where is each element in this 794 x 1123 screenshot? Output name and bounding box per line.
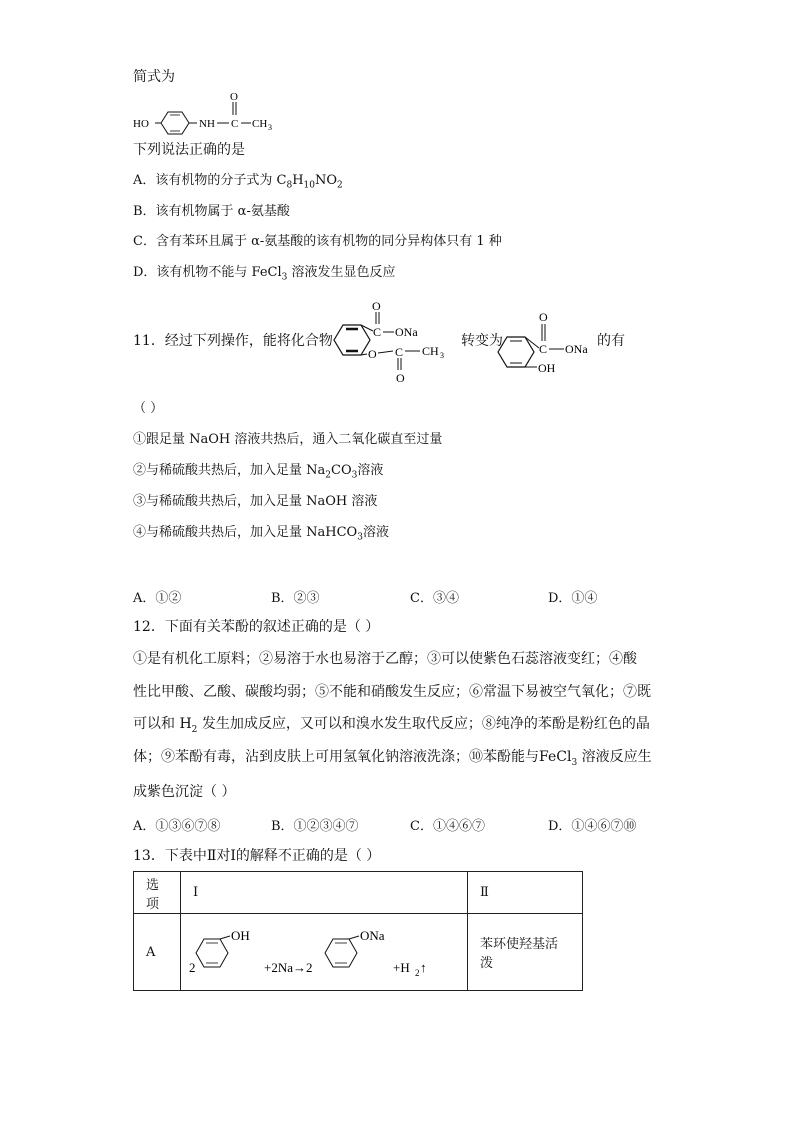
svg-text:C: C — [395, 345, 404, 359]
q11-option-c: C．③④ — [410, 591, 459, 606]
q12-line-4: 体；⑨苯酚有毒，沾到皮肤上可用氢氧化钠溶液洗涤；⑩苯酚能与FeCl$_3$ 溶液反应生 — [133, 749, 652, 768]
q11-item-2: ②与稀硫酸共热后，加入足量 $Na_2CO_3$溶液 — [133, 463, 384, 481]
q13-stem: 13．下表中Ⅱ对Ⅰ的解释不正确的是（ ） — [133, 848, 381, 864]
q11-option-a: A．①② — [133, 591, 182, 606]
q11-item-1: ①跟足量 NaOH 溶液共热后，通入二氧化碳直至过量 — [133, 432, 443, 447]
q12-line-1: ①是有机化工原料；②易溶于水也易溶于乙醇；③可以使紫色石蕊溶液变红；④酸 — [133, 651, 637, 667]
q11-stem-middle: 转变为 — [461, 333, 503, 349]
q12-option-d: D．①④⑥⑦⑩ — [548, 819, 637, 834]
q11-option-b: B．②③ — [271, 591, 320, 606]
q10-option-b: B．该有机物属于 α-氨基酸 — [133, 204, 290, 219]
svg-text:O: O — [396, 371, 405, 385]
q12-option-b: B．①②③④⑦ — [271, 819, 359, 834]
q10-option-a: A．该有机物的分子式为 $C_8H_{10}NO_2$ — [133, 173, 343, 191]
svg-text:C: C — [373, 325, 382, 339]
svg-text:2: 2 — [189, 960, 196, 975]
svg-text:↑: ↑ — [420, 960, 427, 975]
q12-option-a: A．①③⑥⑦⑧ — [133, 819, 221, 834]
q11-option-d: D．①④ — [548, 591, 598, 606]
table-header-option: 选项 — [134, 872, 181, 914]
svg-text:NH: NH — [199, 118, 215, 130]
svg-text:O: O — [230, 91, 238, 103]
q13-table — [133, 871, 583, 991]
svg-text:ONa: ONa — [360, 928, 385, 943]
q12-line-2: 性比甲酸、乙酸、碳酸均弱；⑤不能和硝酸发生反应；⑥常温下易被空气氧化；⑦既 — [133, 684, 651, 700]
phenol-sodium-equation — [181, 914, 467, 986]
table-header-ii: Ⅱ — [468, 872, 583, 914]
q10-intro: 简式为 — [133, 69, 175, 85]
svg-text:C: C — [231, 118, 239, 130]
svg-text:ONa: ONa — [565, 342, 588, 356]
svg-text:OH: OH — [231, 928, 250, 943]
svg-text:C: C — [539, 342, 548, 356]
row-a-equation — [181, 914, 468, 991]
q10-option-c: C．含有苯环且属于 α-氨基酸的该有机物的同分异构体只有 1 种 — [133, 234, 502, 249]
svg-text:CH: CH — [422, 344, 439, 358]
q10-structure — [130, 88, 290, 136]
svg-text:OH: OH — [538, 361, 556, 375]
table-row — [134, 914, 583, 991]
q12-stem: 12．下面有关苯酚的叙述正确的是（ ） — [133, 619, 380, 635]
row-a-label: A — [134, 914, 181, 991]
svg-text:+H: +H — [393, 960, 410, 975]
q11-stem-start: 11．经过下列操作，能将化合物 — [133, 333, 333, 349]
svg-text:O: O — [372, 299, 381, 313]
svg-text:O: O — [539, 310, 548, 324]
svg-text:2: 2 — [415, 968, 420, 978]
svg-text:ONa: ONa — [395, 325, 418, 339]
q11-item-3: ③与稀硫酸共热后，加入足量 NaOH 溶液 — [133, 494, 378, 509]
q12-option-c: C．①④⑥⑦ — [410, 819, 485, 834]
svg-text:HO: HO — [133, 118, 149, 130]
q11-stem-end: 的有 — [597, 333, 625, 349]
table-header-i: Ⅰ — [181, 872, 468, 914]
q10-option-d: D．该有机物不能与 FeCl$_3$ 溶液发生显色反应 — [133, 265, 396, 283]
table-header-row — [134, 872, 583, 914]
svg-text:+2Na→2: +2Na→2 — [264, 960, 313, 975]
svg-text:3: 3 — [268, 123, 272, 132]
row-a-explanation: 苯环使羟基活泼 — [468, 914, 583, 991]
q11-item-4: ④与稀硫酸共热后，加入足量 NaHCO$_3$溶液 — [133, 525, 389, 543]
q12-line-3: 可以和 $H_2$ 发生加成反应，又可以和溴水发生取代反应；⑧纯净的苯酚是粉红色的晶 — [133, 716, 650, 735]
q10-prompt: 下列说法正确的是 — [133, 142, 245, 158]
q12-line-5: 成紫色沉淀（ ） — [133, 784, 236, 800]
svg-text:CH: CH — [252, 118, 268, 130]
q11-answer-paren: （ ） — [133, 401, 164, 416]
svg-text:O: O — [368, 347, 377, 361]
svg-text:3: 3 — [440, 351, 444, 360]
